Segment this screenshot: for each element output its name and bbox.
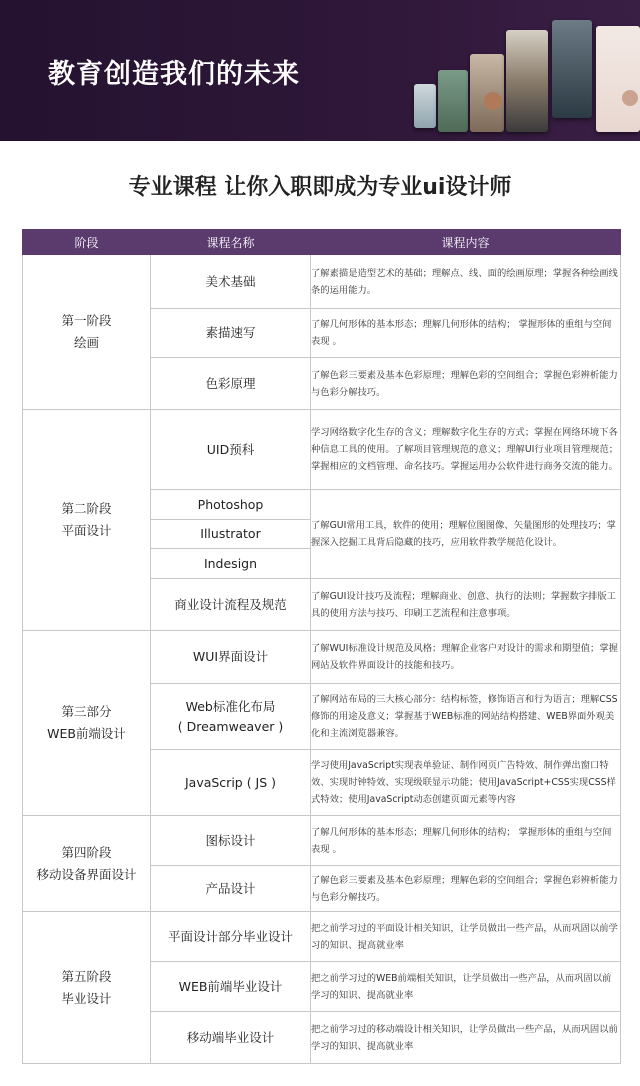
course-description: 了解色彩三要素及基本色彩原理；理解色彩的空间组合；掌握色彩辨析能力与色彩分解技巧。 [311, 866, 621, 912]
stage-subject: WEB前端设计 [47, 726, 126, 741]
table-header-row [23, 230, 621, 255]
stage-cell [23, 631, 151, 816]
stage-cell [23, 410, 151, 631]
course-description: 了解素描是造型艺术的基础；理解点、线、面的绘画原理；掌握各种绘画线条的运用能力。 [311, 255, 621, 309]
stage-cell [23, 816, 151, 912]
course-name: 色彩原理 [151, 358, 311, 410]
course-name: Web标准化布局 [185, 698, 276, 714]
course-name: UID预科 [151, 410, 311, 490]
table-row [23, 816, 621, 866]
course-description: 学习使用JavaScript实现表单验证、制作网页广告特效、制作弹出窗口特效、实现时钟特效、实现级联显示功能；使用JavaScript+CSS实现CSS样式特效；使用JavaScript动态创建页面元素等内容 [311, 750, 621, 816]
course-description: 了解GUI设计技巧及流程；理解商业、创意、执行的法则；掌握数字排版工具的使用方法与技巧、印刷工艺流程和注意事项。 [311, 579, 621, 631]
course-name: Indesign [151, 549, 311, 579]
course-name: Photoshop [151, 490, 311, 520]
course-description: 学习网络数字化生存的含义；理解数字化生存的方式；掌握在网络环境下各种信息工具的使用。了解项目管理规范的意义；理解UI行业项目管理规范；掌握相应的文档管理、命名技巧。掌握运用办公软件进行商务交流的能力。 [311, 410, 621, 490]
course-name: 移动端毕业设计 [151, 1012, 311, 1064]
header-course-name: 课程名称 [151, 230, 311, 255]
header-stage: 阶段 [23, 230, 151, 255]
course-name: 商业设计流程及规范 [151, 579, 311, 631]
stage-label: 第二阶段 [61, 501, 112, 516]
course-name: 平面设计部分毕业设计 [151, 912, 311, 962]
banner [0, 0, 640, 141]
table-row [23, 410, 621, 490]
stage-subject: 移动设备界面设计 [36, 866, 137, 882]
stage-subject: 平面设计 [61, 523, 112, 538]
banner-title: 教育创造我们的未来 [48, 59, 300, 90]
stage-cell [23, 912, 151, 1064]
header-course-content: 课程内容 [311, 230, 621, 255]
course-name: 美术基础 [151, 255, 311, 309]
table-row [23, 255, 621, 309]
page-subtitle: 专业课程 让你入职即成为专业ui设计师 [128, 175, 512, 200]
course-name: Illustrator [151, 520, 311, 549]
stage-subject: 绘画 [73, 335, 99, 350]
stage-subject: 毕业设计 [61, 990, 112, 1006]
course-name: WEB前端毕业设计 [151, 962, 311, 1012]
stage-label: 第三部分 [61, 704, 112, 719]
course-description: 了解网站布局的三大核心部分：结构标签，修饰语言和行为语言；理解CSS修饰的用途及意义；掌握基于WEB标准的网站结构搭建、WEB界面外观美化和主流浏览器兼容。 [311, 684, 621, 750]
stage-label: 第一阶段 [61, 313, 112, 328]
course-description: 把之前学习过的平面设计相关知识，让学员做出一些产品，从而巩固以前学习的知识、提高就业率 [311, 912, 621, 962]
course-table [22, 229, 621, 1064]
course-description: 了解几何形体的基本形态；理解几何形体的结构； 掌握形体的重组与空间表现 。 [311, 816, 621, 866]
course-name: 产品设计 [151, 866, 311, 912]
course-name-cell [151, 684, 311, 750]
course-description: 把之前学习过的WEB前端相关知识，让学员做出一些产品，从而巩固以前学习的知识、提高就业率 [311, 962, 621, 1012]
course-description: 了解WUI标准设计规范及风格；理解企业客户对设计的需求和期望值；掌握网站及软件界面设计的技能和技巧。 [311, 631, 621, 684]
course-description: 了解GUI常用工具，软件的使用；理解位图图像、矢量图形的处理技巧；掌握深入挖掘工具背后隐藏的技巧，应用软件教学规范化设计。 [311, 490, 621, 579]
stage-cell [23, 255, 151, 410]
course-description: 了解色彩三要素及基本色彩原理；理解色彩的空间组合；掌握色彩辨析能力与色彩分解技巧。 [311, 358, 621, 410]
stage-label: 第五阶段 [61, 968, 112, 984]
course-name: WUI界面设计 [151, 631, 311, 684]
course-name: 图标设计 [151, 816, 311, 866]
table-row [23, 631, 621, 684]
table-row [23, 912, 621, 962]
course-description: 了解几何形体的基本形态；理解几何形体的结构； 掌握形体的重组与空间表现 。 [311, 309, 621, 358]
course-name-tool: ( Dreamweaver ) [177, 718, 284, 734]
stage-label: 第四阶段 [61, 844, 112, 860]
course-name: 素描速写 [151, 309, 311, 358]
course-description: 把之前学习过的移动端设计相关知识，让学员做出一些产品，从而巩固以前学习的知识、提高就业率 [311, 1012, 621, 1064]
course-name: JavaScrip ( JS ) [151, 750, 311, 816]
